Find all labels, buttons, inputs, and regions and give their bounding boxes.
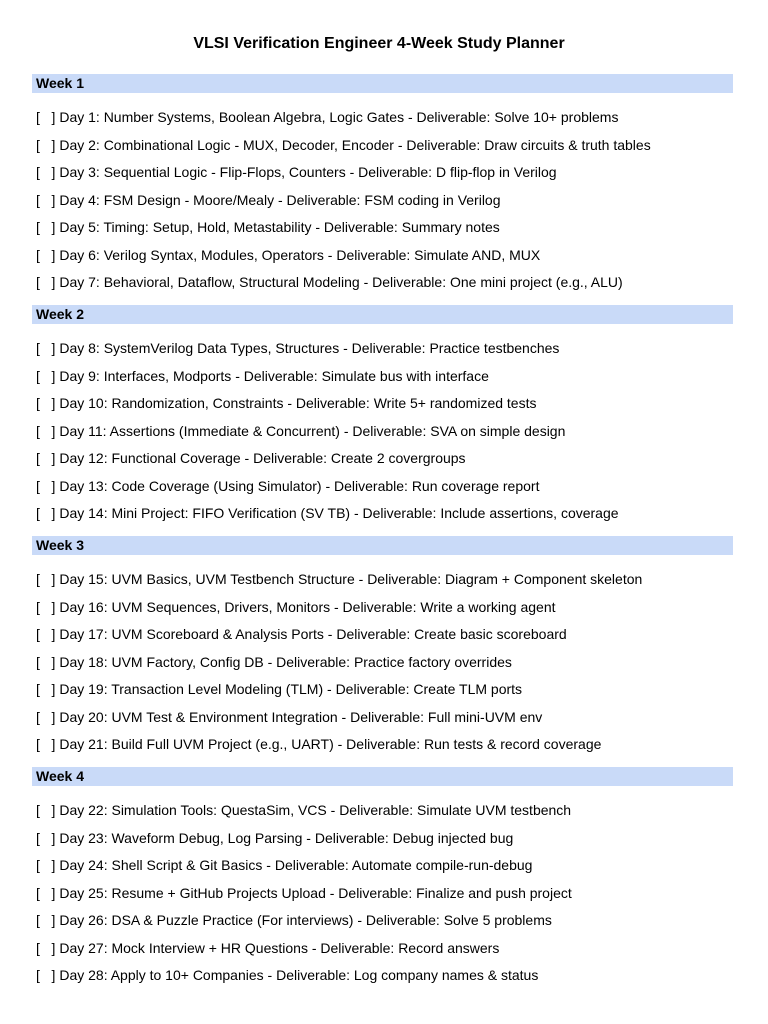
task-item xyxy=(32,135,733,163)
task-list xyxy=(32,800,733,993)
page-title: VLSI Verification Engineer 4-Week Study Planner xyxy=(193,35,565,52)
task-label: Day 25: Resume + GitHub Projects Upload - Deliverable: Finalize and push project xyxy=(59,884,572,901)
task-list xyxy=(32,338,733,531)
task-item xyxy=(32,503,733,531)
task-item xyxy=(32,965,733,993)
task-label: Day 24: Shell Script & Git Basics - Deliverable: Automate compile-run-debug xyxy=(59,857,533,873)
task-list xyxy=(32,107,733,300)
task-item xyxy=(32,624,733,652)
task-label: Day 20: UVM Test & Environment Integration - Deliverable: Full mini-UVM env xyxy=(59,708,543,725)
task-checkbox[interactable]: [ ] xyxy=(36,598,56,615)
task-item xyxy=(32,800,733,828)
task-label: Day 4: FSM Design - Moore/Mealy - Deliverable: FSM coding in Verilog xyxy=(59,191,501,208)
task-label: Day 14: Mini Project: FIFO Verification (SV TB) - Deliverable: Include assertions, coverage xyxy=(59,505,619,521)
task-label: Day 21: Build Full UVM Project (e.g., UART) - Deliverable: Run tests & record coverage xyxy=(59,736,602,752)
task-checkbox[interactable]: [ ] xyxy=(36,274,56,290)
task-checkbox[interactable]: [ ] xyxy=(36,681,56,697)
task-label: Day 18: UVM Factory, Config DB - Deliverable: Practice factory overrides xyxy=(59,653,512,670)
task-label: Day 23: Waveform Debug, Log Parsing - Deliverable: Debug injected bug xyxy=(59,829,514,846)
task-checkbox[interactable]: [ ] xyxy=(36,136,56,153)
task-item xyxy=(32,245,733,273)
task-label: Day 2: Combinational Logic - MUX, Decoder, Encoder - Deliverable: Draw circuits & truth tables xyxy=(59,136,651,153)
task-label: Day 8: SystemVerilog Data Types, Structures - Deliverable: Practice testbenches xyxy=(59,340,560,356)
task-item xyxy=(32,162,733,190)
week-header: Week 1 xyxy=(32,74,733,93)
task-checkbox[interactable]: [ ] xyxy=(36,395,56,411)
task-item xyxy=(32,272,733,300)
task-label: Day 22: Simulation Tools: QuestaSim, VCS - Deliverable: Simulate UVM testbench xyxy=(59,802,572,818)
task-checkbox[interactable]: [ ] xyxy=(36,829,56,846)
task-item xyxy=(32,190,733,218)
task-label: Day 1: Number Systems, Boolean Algebra, Logic Gates - Deliverable: Solve 10+ problems xyxy=(59,109,619,125)
task-label: Day 12: Functional Coverage - Deliverable: Create 2 covergroups xyxy=(59,450,466,466)
task-checkbox[interactable]: [ ] xyxy=(36,736,56,752)
task-item xyxy=(32,421,733,449)
task-item xyxy=(32,569,733,597)
task-label: Day 16: UVM Sequences, Drivers, Monitors - Deliverable: Write a working agent xyxy=(59,598,556,615)
task-checkbox[interactable]: [ ] xyxy=(36,912,56,928)
task-checkbox[interactable]: [ ] xyxy=(36,450,56,466)
task-label: Day 15: UVM Basics, UVM Testbench Structure - Deliverable: Diagram + Component skeleton xyxy=(59,571,643,587)
task-item xyxy=(32,910,733,938)
task-checkbox[interactable]: [ ] xyxy=(36,939,56,956)
task-label: Day 28: Apply to 10+ Companies - Deliverable: Log company names & status xyxy=(59,967,539,983)
task-item xyxy=(32,707,733,735)
task-label: Day 13: Code Coverage (Using Simulator) - Deliverable: Run coverage report xyxy=(59,477,540,494)
task-checkbox[interactable]: [ ] xyxy=(36,802,56,818)
task-checkbox[interactable]: [ ] xyxy=(36,164,56,180)
task-checkbox[interactable]: [ ] xyxy=(36,219,56,235)
week-section xyxy=(32,536,733,762)
task-label: Day 7: Behavioral, Dataflow, Structural Modeling - Deliverable: One mini project (e.g., ALU) xyxy=(59,274,623,290)
task-checkbox[interactable]: [ ] xyxy=(36,109,56,125)
task-checkbox[interactable]: [ ] xyxy=(36,191,56,208)
week-section xyxy=(32,305,733,531)
task-item xyxy=(32,476,733,504)
task-item xyxy=(32,338,733,366)
task-list xyxy=(32,569,733,762)
task-item xyxy=(32,938,733,966)
task-label: Day 26: DSA & Puzzle Practice (For interviews) - Deliverable: Solve 5 problems xyxy=(59,912,552,928)
week-header: Week 3 xyxy=(32,536,733,555)
task-label: Day 10: Randomization, Constraints - Deliverable: Write 5+ randomized tests xyxy=(59,395,537,411)
task-checkbox[interactable]: [ ] xyxy=(36,967,56,983)
task-checkbox[interactable]: [ ] xyxy=(36,367,56,384)
task-label: Day 19: Transaction Level Modeling (TLM) - Deliverable: Create TLM ports xyxy=(59,681,523,697)
task-checkbox[interactable]: [ ] xyxy=(36,884,56,901)
task-label: Day 5: Timing: Setup, Hold, Metastability - Deliverable: Summary notes xyxy=(59,219,500,235)
task-checkbox[interactable]: [ ] xyxy=(36,477,56,494)
task-item xyxy=(32,107,733,135)
task-label: Day 6: Verilog Syntax, Modules, Operators - Deliverable: Simulate AND, MUX xyxy=(59,246,541,263)
task-checkbox[interactable]: [ ] xyxy=(36,340,56,356)
task-label: Day 17: UVM Scoreboard & Analysis Ports - Deliverable: Create basic scoreboard xyxy=(59,626,567,642)
task-item xyxy=(32,828,733,856)
task-checkbox[interactable]: [ ] xyxy=(36,857,56,873)
week-section xyxy=(32,74,733,300)
task-item xyxy=(32,734,733,762)
task-item xyxy=(32,597,733,625)
task-checkbox[interactable]: [ ] xyxy=(36,626,56,642)
task-item xyxy=(32,679,733,707)
task-item xyxy=(32,652,733,680)
task-item xyxy=(32,393,733,421)
task-item xyxy=(32,448,733,476)
task-checkbox[interactable]: [ ] xyxy=(36,653,56,670)
task-checkbox[interactable]: [ ] xyxy=(36,246,56,263)
task-item xyxy=(32,883,733,911)
task-label: Day 11: Assertions (Immediate & Concurrent) - Deliverable: SVA on simple design xyxy=(59,422,566,439)
task-checkbox[interactable]: [ ] xyxy=(36,505,56,521)
task-label: Day 9: Interfaces, Modports - Deliverable: Simulate bus with interface xyxy=(59,367,489,384)
week-section xyxy=(32,767,733,993)
week-header: Week 4 xyxy=(32,767,733,786)
task-checkbox[interactable]: [ ] xyxy=(36,422,56,439)
task-item xyxy=(32,855,733,883)
task-checkbox[interactable]: [ ] xyxy=(36,708,56,725)
week-header: Week 2 xyxy=(32,305,733,324)
task-item xyxy=(32,366,733,394)
task-item xyxy=(32,217,733,245)
task-checkbox[interactable]: [ ] xyxy=(36,571,56,587)
task-label: Day 3: Sequential Logic - Flip-Flops, Counters - Deliverable: D flip-flop in Verilog xyxy=(59,164,557,180)
task-label: Day 27: Mock Interview + HR Questions - Deliverable: Record answers xyxy=(59,939,500,956)
